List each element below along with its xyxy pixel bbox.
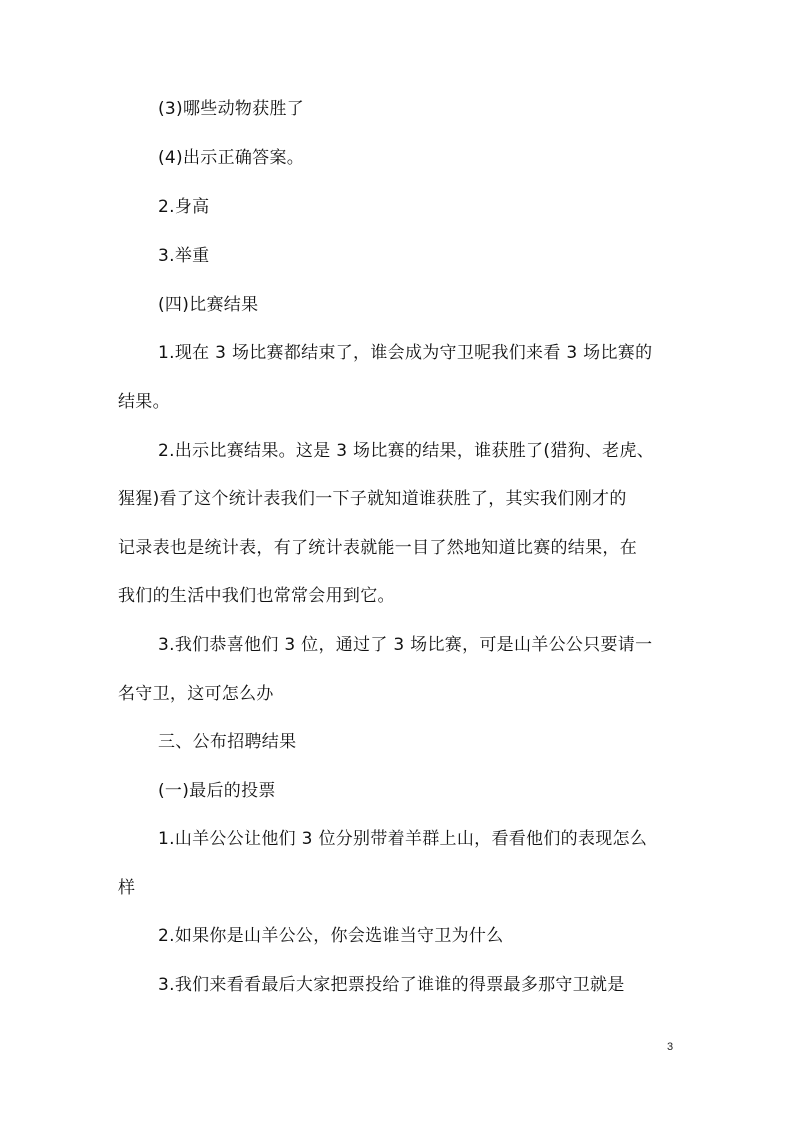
text-line: 3.举重 [158,246,210,266]
section-heading: (一)最后的投票 [158,781,276,801]
text-line: 样 [118,878,136,898]
text-line: 1.山羊公公让他们 3 位分别带着羊群上山，看看他们的表现怎么 [158,829,648,849]
section-heading: 三、公布招聘结果 [158,732,297,752]
text-line: 3.我们来看看最后大家把票投给了谁谁的得票最多那守卫就是 [158,975,625,995]
page-number: 3 [667,1041,674,1053]
text-line: 记录表也是统计表，有了统计表就能一目了然地知道比赛的结果，在 [118,538,637,558]
text-line: 我们的生活中我们也常常会用到它。 [118,586,395,606]
text-line: 2.出示比赛结果。这是 3 场比赛的结果，谁获胜了(猎狗、老虎、 [158,441,655,461]
text-line: 结果。 [118,392,170,412]
text-line: 2.如果你是山羊公公，你会选谁当守卫为什么 [158,926,504,946]
text-line: 猩猩)看了这个统计表我们一下子就知道谁获胜了，其实我们刚才的 [118,489,627,509]
text-line: 1.现在 3 场比赛都结束了，谁会成为守卫呢我们来看 3 场比赛的 [158,343,653,363]
text-line: 2.身高 [158,197,210,217]
text-line: 3.我们恭喜他们 3 位，通过了 3 场比赛，可是山羊公公只要请一 [158,635,653,655]
text-line: (3)哪些动物获胜了 [158,99,305,119]
section-heading: (四)比赛结果 [158,295,259,315]
text-line: (4)出示正确答案。 [158,148,305,168]
text-line: 名守卫，这可怎么办 [118,684,274,704]
